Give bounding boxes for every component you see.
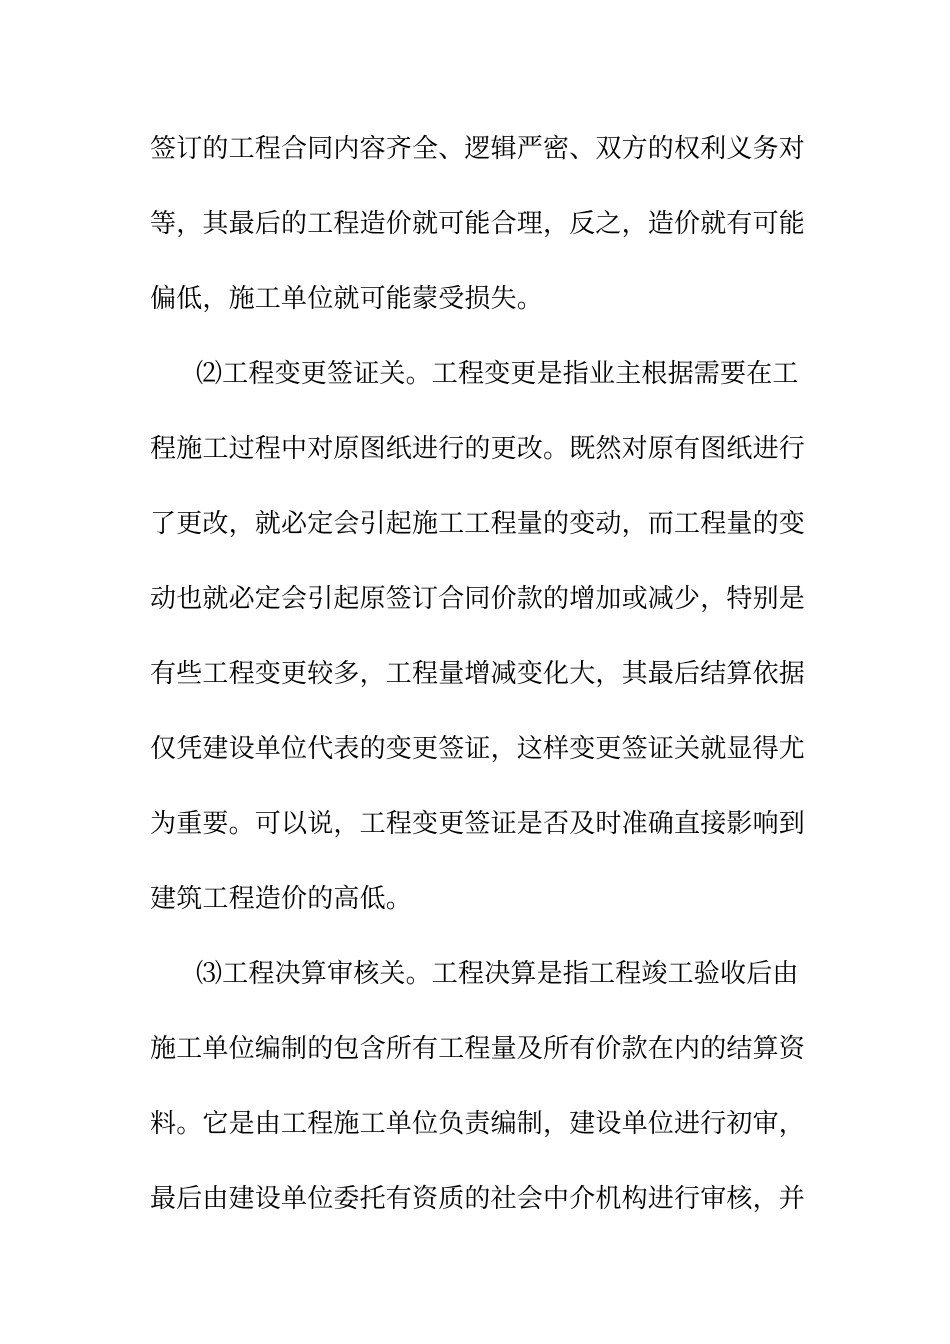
text-line: 了更改，就必定会引起施工工程量的变动，而工程量的变 xyxy=(150,509,806,539)
text-line: 签订的工程合同内容齐全、逻辑严密、双方的权利义务对 xyxy=(150,134,806,164)
text-line: 等，其最后的工程造价就可能合理，反之，造价就有可能 xyxy=(150,209,806,239)
text-line: 偏低，施工单位就可能蒙受损失。 xyxy=(150,284,544,314)
text-line: 为重要。可以说，工程变更签证是否及时准确直接影响到 xyxy=(150,809,806,839)
text-line: 动也就必定会引起原签订合同价款的增加或减少，特别是 xyxy=(150,584,806,614)
text-line: 有些工程变更较多，工程量增减变化大，其最后结算依据 xyxy=(150,659,806,689)
paragraph-first-line: ⑶工程决算审核关。工程决算是指工程竣工验收后由 xyxy=(196,959,799,989)
text-line: 仅凭建设单位代表的变更签证，这样变更签证关就显得尤 xyxy=(150,734,806,764)
text-line: 施工单位编制的包含所有工程量及所有价款在内的结算资 xyxy=(150,1034,806,1064)
text-line: 建筑工程造价的高低。 xyxy=(150,884,413,914)
text-line: 料。它是由工程施工单位负责编制，建设单位进行初审， xyxy=(150,1109,806,1139)
text-line: 程施工过程中对原图纸进行的更改。既然对原有图纸进行 xyxy=(150,434,806,464)
text-line: 最后由建设单位委托有资质的社会中介机构进行审核，并 xyxy=(150,1184,806,1214)
paragraph-first-line: ⑵工程变更签证关。工程变更是指业主根据需要在工 xyxy=(196,359,799,389)
